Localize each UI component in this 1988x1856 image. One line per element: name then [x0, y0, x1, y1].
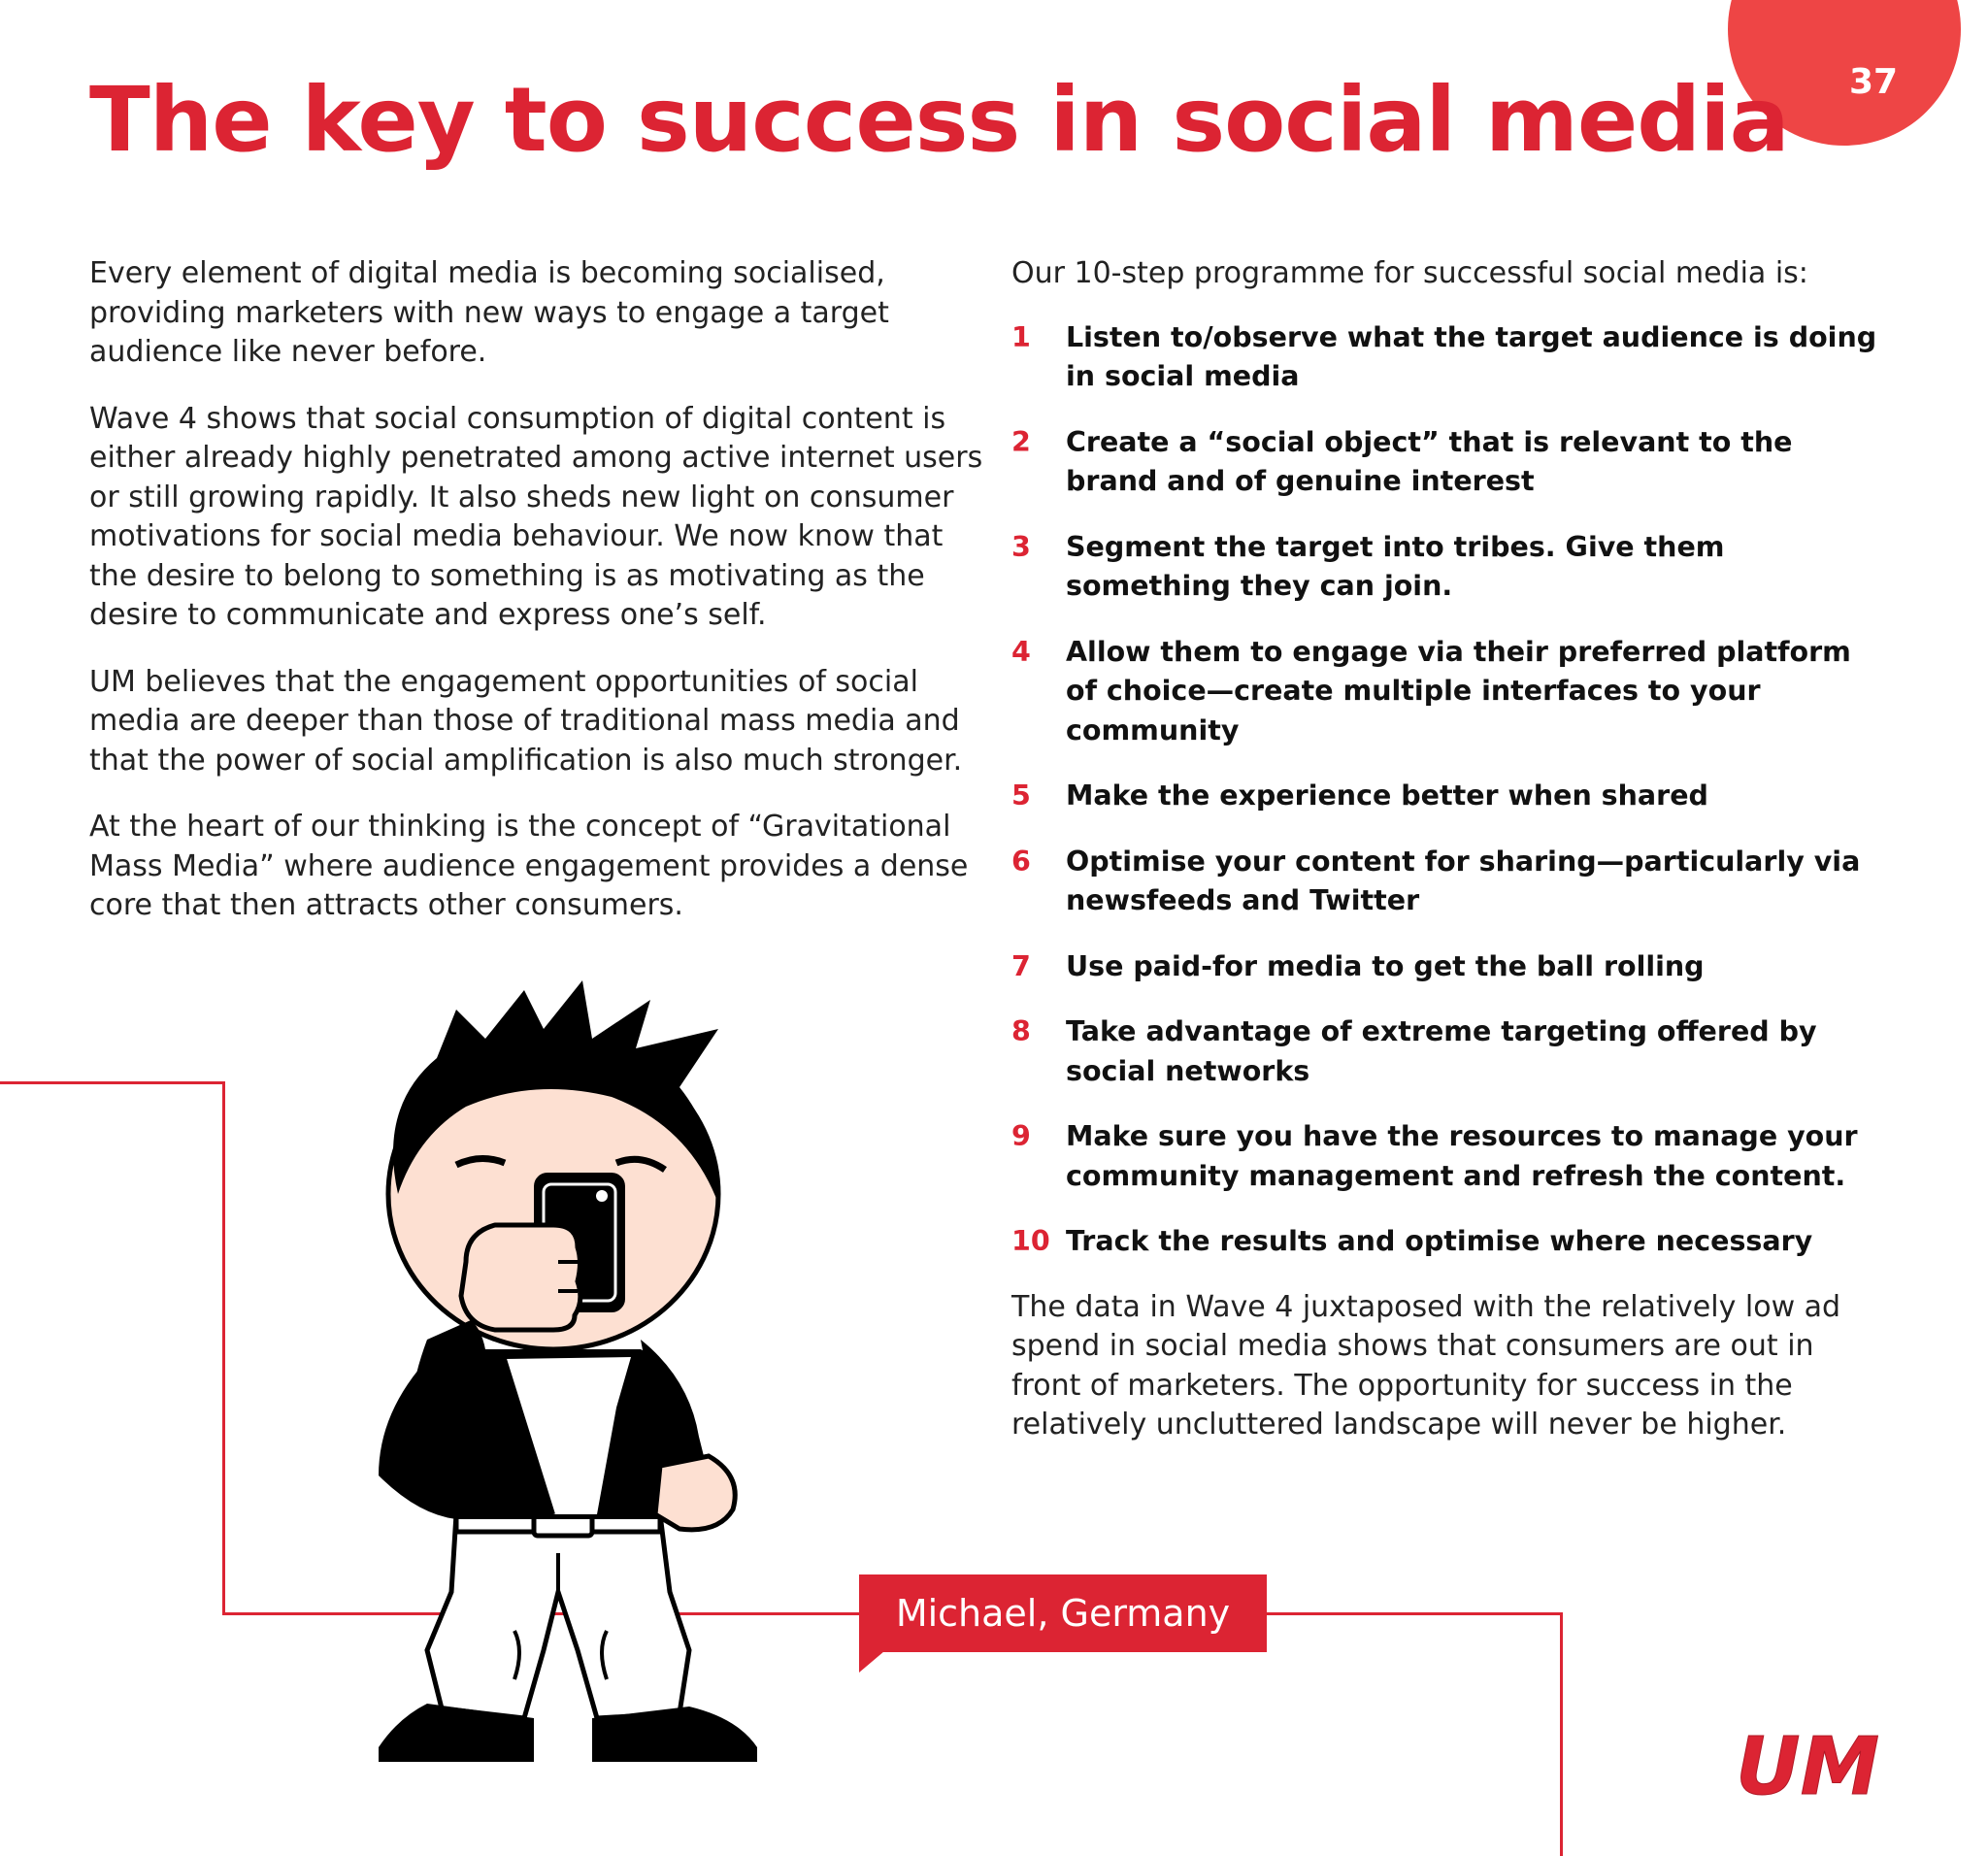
um-logo — [1734, 1724, 1899, 1806]
step-item — [1011, 1012, 1885, 1091]
step-item — [1011, 318, 1885, 397]
caption-tail — [859, 1651, 884, 1673]
step-number: 1 — [1011, 320, 1031, 353]
step-number: 3 — [1011, 530, 1031, 563]
step-number: 9 — [1011, 1120, 1031, 1152]
step-text: Optimise your content for sharing—particularly via newsfeeds and Twitter — [1066, 845, 1861, 916]
logo-text: UM — [1736, 1724, 1880, 1806]
step-text: Take advantage of extreme targeting offered by social networks — [1066, 1015, 1817, 1087]
step-number: 8 — [1011, 1015, 1031, 1047]
paragraph: At the heart of our thinking is the concept of “Gravitational Mass Media” where audience engagement provides a dense core that then attracts other consumers. — [89, 810, 969, 922]
step-item — [1011, 633, 1885, 751]
step-text: Listen to/observe what the target audience is doing in social media — [1066, 320, 1877, 392]
step-number: 10 — [1011, 1225, 1050, 1257]
paragraph: UM believes that the engagement opportunities of social media are deeper than those of traditional mass media and that the power of social amplification is also much stronger. — [89, 664, 963, 778]
step-number: 6 — [1011, 845, 1031, 878]
left-column — [89, 254, 992, 953]
step-text: Create a “social object” that is relevant to the brand and of genuine interest — [1066, 425, 1793, 497]
steps-intro: Our 10-step programme for successful social media is: — [1011, 256, 1808, 290]
step-number: 4 — [1011, 635, 1031, 668]
page-title: The key to success in social media — [89, 68, 1789, 172]
character-illustration — [359, 971, 796, 1767]
step-item — [1011, 1117, 1885, 1196]
steps-list — [1011, 318, 1885, 1262]
frame-line — [0, 1081, 225, 1084]
step-item — [1011, 423, 1885, 502]
step-item — [1011, 528, 1885, 607]
closing-paragraph: The data in Wave 4 juxtaposed with the relatively low ad spend in social media shows that consumers are out in front of marketers. The opportunity for success in the relatively uncluttered landscape will never be higher. — [1011, 1289, 1841, 1442]
step-number: 5 — [1011, 779, 1031, 812]
page-number: 37 — [1848, 62, 1899, 102]
step-text: Allow them to engage via their preferred platform of choice—create multiple interfaces to your community — [1066, 635, 1851, 746]
step-number: 2 — [1011, 425, 1031, 458]
step-item — [1011, 777, 1885, 816]
right-column — [1011, 254, 1885, 1473]
caption-label: Michael, Germany — [859, 1574, 1267, 1652]
frame-line — [1262, 1612, 1563, 1615]
paragraph: Wave 4 shows that social consumption of digital content is either already highly penetrated among active internet users or still growing rapidly. It also sheds new light on consumer motivations for social media behaviour. We now know that the desire to belong to something is as motivating as the desire to communicate and express one’s self. — [89, 401, 983, 632]
step-text: Make sure you have the resources to manage your community management and refresh the content. — [1066, 1120, 1858, 1192]
frame-line — [1560, 1612, 1563, 1856]
step-text: Track the results and optimise where necessary — [1066, 1225, 1813, 1257]
step-item — [1011, 843, 1885, 921]
step-item — [1011, 1222, 1885, 1262]
step-text: Make the experience better when shared — [1066, 779, 1708, 812]
step-item — [1011, 947, 1885, 987]
step-text: Segment the target into tribes. Give them something they can join. — [1066, 530, 1725, 602]
paragraph: Every element of digital media is becoming socialised, providing marketers with new ways to engage a target audience like never before. — [89, 256, 889, 369]
frame-line — [222, 1081, 225, 1615]
step-number: 7 — [1011, 949, 1031, 982]
step-text: Use paid-for media to get the ball rolling — [1066, 949, 1705, 982]
